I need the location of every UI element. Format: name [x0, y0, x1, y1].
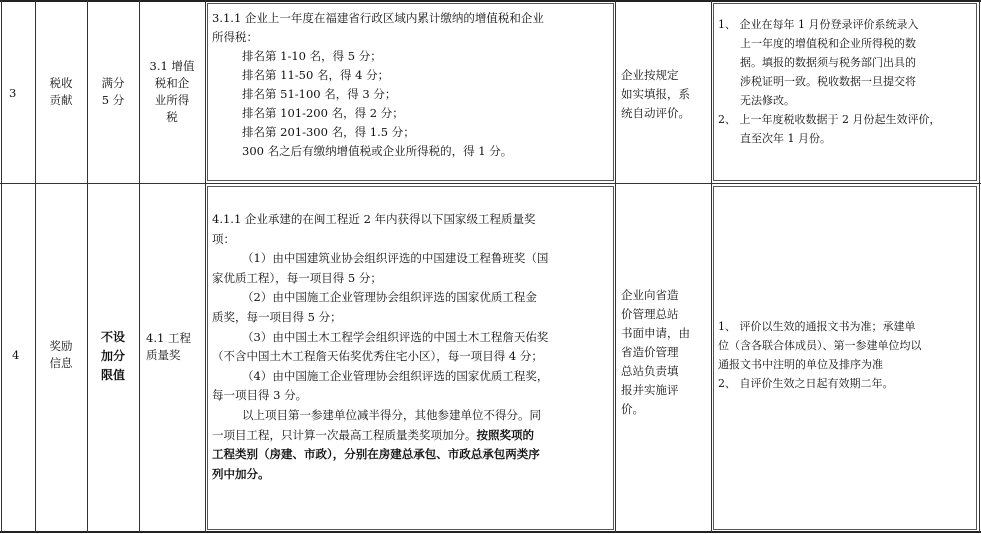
method-line: 价管理总站 [621, 307, 679, 321]
column-line-7 [979, 0, 980, 533]
notes-line: 据。填报的数据须与税务部门出具的 [740, 56, 916, 69]
table-divider-top [0, 0, 981, 2]
column-line-4 [205, 0, 206, 533]
criteria-line: 300 名之后有缴纳增值税或企业所得税的，得 1 分。 [242, 144, 513, 158]
criteria-line: 以上项目第一参建单位减半得分，其他参建单位不得分。同 [242, 407, 541, 422]
notes-cell [718, 317, 974, 393]
row-number: 4 [12, 348, 20, 362]
notes-line: 上一年度的增值税和企业所得税的数 [740, 37, 916, 50]
item-line: 业所得 [154, 93, 190, 107]
table-divider-middle [0, 183, 981, 184]
criteria-text: 一项目工程，只计算一次最高工程质量类奖项加分。 [212, 427, 477, 442]
table-divider-bottom [0, 531, 981, 533]
score-line: 不设 [100, 330, 125, 344]
category-line: 信息 [49, 356, 73, 370]
method-line: 书面申请，由 [621, 326, 690, 340]
notes-cell [718, 15, 974, 148]
notes-line: 1、 评价以生效的通报文书为准；承建单 [718, 320, 916, 333]
method-line: 企业向省造 [621, 288, 679, 302]
method-line: 如实填报，系 [621, 87, 690, 101]
criteria-cell [212, 210, 610, 484]
method-line: 报并实施评 [621, 383, 679, 397]
criteria-header-cont: 所得税： [212, 30, 258, 44]
row-number: 3 [9, 86, 17, 100]
score-line: 限值 [100, 368, 125, 382]
criteria-line: （不含中国土木工程詹天佑奖优秀住宅小区），每一项目得 4 分； [212, 349, 543, 364]
method-line: 价。 [621, 402, 644, 416]
criteria-header: 3.1.1 企业上一年度在福建省行政区域内累计缴纳的增值税和企业 [212, 11, 544, 25]
column-line-5 [615, 0, 616, 533]
criteria-line: 每一项目得 3 分。 [212, 388, 308, 403]
item-line: 3.1 增值 [149, 59, 195, 73]
item-cell [146, 330, 204, 364]
notes-line: 2、 自评价生效之日起有效期二年。 [718, 377, 894, 390]
notes-line: 涉税证明一致。税收数据一旦提交将 [740, 75, 916, 88]
criteria-line: 排名第 201-300 名，得 1.5 分； [242, 125, 415, 139]
score-line: 5 分 [101, 93, 125, 107]
criteria-line: 家优质工程），每一项目得 5 分； [212, 270, 382, 285]
criteria-line: （3）由中国土木工程学会组织评选的中国土木工程詹天佑奖 [242, 329, 549, 344]
category-line: 奖励 [49, 339, 73, 353]
criteria-line: （1）由中国建筑业协会组织评选的中国建设工程鲁班奖（国 [242, 251, 549, 266]
item-line: 4.1 工程 [146, 331, 191, 345]
criteria-line: 排名第 51-100 名，得 3 分； [242, 87, 397, 101]
score-cell [87, 328, 139, 385]
method-cell [621, 286, 709, 419]
notes-line: 无法修改。 [740, 94, 795, 107]
item-line: 质量奖 [146, 348, 181, 362]
notes-line: 1、 企业在每年 1 月份登录评价系统录入 [718, 18, 919, 31]
criteria-bold-text: 按照奖项的 [476, 427, 534, 442]
criteria-header-cont: 项： [212, 231, 235, 246]
method-line: 总站负责填 [621, 364, 679, 378]
score-cell [87, 75, 139, 109]
criteria-line: 排名第 1-10 名，得 5 分； [242, 49, 382, 63]
criteria-line: （4）由中国施工企业管理协会组织评选的国家优质工程奖， [242, 368, 549, 383]
criteria-line: （2）由中国施工企业管理协会组织评选的国家优质工程金 [242, 290, 537, 305]
item-line: 税和企 [154, 76, 190, 90]
notes-line: 2、 上一年度税收数据于 2 月份起生效评价， [718, 113, 941, 126]
criteria-line: 排名第 11-50 名，得 4 分； [242, 68, 390, 82]
notes-line: 通报文书中注明的单位及排序为准 [718, 358, 883, 371]
notes-line: 直至次年 1 月份。 [740, 132, 831, 145]
method-cell [621, 66, 709, 123]
category-cell [35, 75, 87, 109]
criteria-line: 排名第 101-200 名，得 2 分； [242, 106, 404, 120]
method-line: 统自动评价。 [621, 106, 690, 120]
item-cell [139, 58, 205, 126]
criteria-header: 4.1.1 企业承建的在闽工程近 2 年内获得以下国家级工程质量奖 [212, 212, 536, 226]
category-line: 税收 [49, 76, 73, 90]
category-line: 贡献 [49, 93, 73, 107]
criteria-line-with-bold [212, 426, 610, 446]
score-line: 满分 [101, 76, 125, 90]
column-line-6 [711, 0, 712, 533]
criteria-line: 质奖，每一项目得 5 分； [212, 309, 342, 324]
score-line: 加分 [100, 349, 125, 363]
criteria-bold-line: 列中加分。 [212, 466, 270, 481]
category-cell [35, 338, 87, 372]
criteria-bold-line: 工程类别（房建、市政），分别在房建总承包、市政总承包两类序 [212, 447, 540, 462]
notes-line: 位（含各联合体成员）、第一参建单位均以 [718, 339, 922, 352]
criteria-cell [212, 9, 610, 161]
item-line: 税 [166, 110, 178, 124]
method-line: 省造价管理 [621, 345, 679, 359]
column-line-0 [1, 0, 2, 533]
method-line: 企业按规定 [621, 68, 679, 82]
